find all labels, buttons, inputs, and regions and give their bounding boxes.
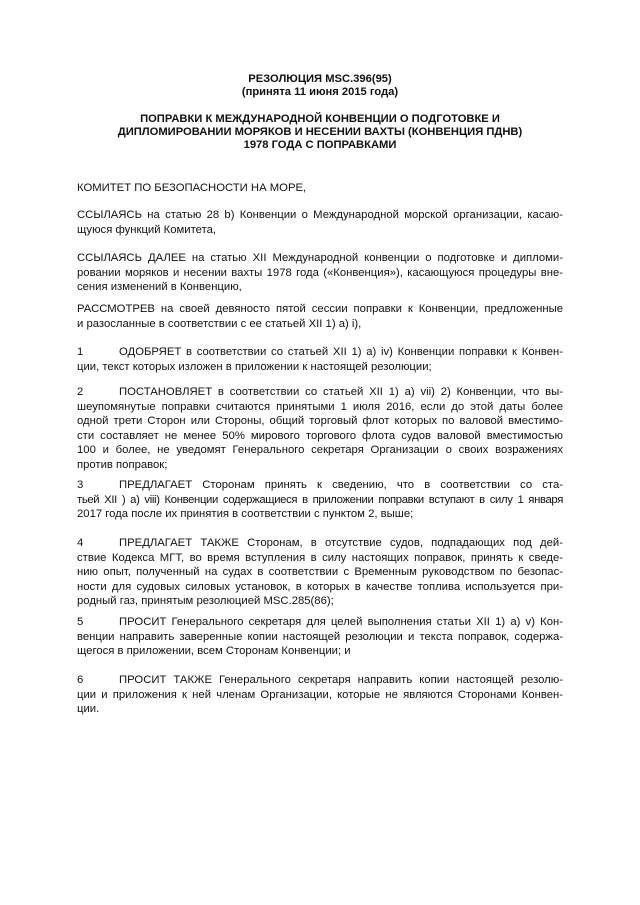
paragraph-line xyxy=(77,536,563,551)
preamble-paragraph xyxy=(77,251,563,295)
adoption-date: (принята 11 июня 2015 года) xyxy=(241,86,399,98)
committee-line xyxy=(77,181,563,196)
paragraph-number: 1 xyxy=(77,346,84,358)
paragraph-line: шеупомянутые поправки считаются принятыми 1 июля 2016, если до этой даты более xyxy=(77,400,563,413)
paragraph-line xyxy=(77,478,563,493)
paragraph-line: венции направить заверенные копии настоящей резолюции и текста поправок, содержа- xyxy=(77,630,563,643)
paragraph-text: ПРЕДЛАГАЕТ ТАКЖЕ Сторонам, в отсутствие судов, подпадающих под дей- xyxy=(119,537,563,549)
paragraph-text: ПРЕДЛАГАЕТ Сторонам принять к сведению, что в соответствии со ста- xyxy=(119,479,563,491)
paragraph-number: 6 xyxy=(77,674,84,686)
paragraph-text: ПОСТАНОВЛЯЕТ в соответствии со статьей XII 1) a) vii) 2) Конвенции, что вы- xyxy=(119,386,563,398)
paragraph-text: ПРОСИТ Генерального секретаря для целей выполнения статьи XII 1) a) v) Кон- xyxy=(119,616,563,628)
preamble-paragraph xyxy=(77,302,563,331)
paragraph-line: щегося в приложении, всем Сторонам Конвенции; и xyxy=(77,645,351,657)
paragraph-line: щуюся функций Комитета, xyxy=(77,223,217,236)
paragraph-line xyxy=(77,385,563,400)
paragraph-line: сения изменений в Конвенцию, xyxy=(77,281,242,293)
paragraph-text: ПРОСИТ ТАКЖЕ Генерального секретаря направить копии настоящей резолю- xyxy=(119,674,563,686)
title-line: 1978 ГОДА С ПОПРАВКАМИ xyxy=(243,139,397,151)
preamble-paragraph xyxy=(77,208,563,237)
title-line: ПОПРАВКИ К МЕЖДУНАРОДНОЙ КОНВЕНЦИИ О ПОДГОТОВКЕ И xyxy=(140,113,500,125)
paragraph-line: сти составляет не менее 50% мирового торгового флота судов валовой вместимостью xyxy=(77,429,563,442)
paragraph-number: 3 xyxy=(77,479,84,491)
paragraph-line: тьей XII ) a) viii) Конвенции содержащиеся в приложении поправки вступают в силу 1 января xyxy=(77,493,563,506)
committee-text: КОМИТЕТ ПО БЕЗОПАСНОСТИ НА МОРЕ, xyxy=(77,182,307,194)
paragraph-text: ОДОБРЯЕТ в соответствии со статьей XII 1) a) iv) Конвенции поправки к Конвен- xyxy=(119,346,563,358)
operative-paragraph-4 xyxy=(77,536,563,609)
paragraph-line: ности для судовых силовых установок, в которых в качестве топлива используется при- xyxy=(77,580,563,593)
resolution-header xyxy=(70,73,570,99)
title-line: ДИПЛОМИРОВАНИИ МОРЯКОВ И НЕСЕНИИ ВАХТЫ (КОНВЕНЦИЯ ПДНВ) xyxy=(117,126,523,138)
paragraph-line: ции и приложения к ней членам Организации, которые не являются Сторонами Конвен- xyxy=(77,688,563,701)
operative-paragraph-6 xyxy=(77,673,563,717)
paragraph-line: РАССМОТРЕВ на своей девяносто пятой сессии поправки к Конвенции, предложенные xyxy=(77,303,563,315)
paragraph-line: ровании моряков и несении вахты 1978 года («Конвенция»), касающуюся процедуры вне- xyxy=(77,266,563,279)
paragraph-line: нию опыт, полученный на судах в соответствии с Временным руководством по безопас- xyxy=(77,566,563,578)
operative-paragraph-2 xyxy=(77,385,563,472)
operative-paragraph-3 xyxy=(77,478,563,522)
paragraph-line: ции. xyxy=(77,703,100,715)
paragraph-line: против поправок; xyxy=(77,458,168,471)
paragraph-line: родный газ, принятым резолюцией MSC.285(86); xyxy=(77,595,334,607)
operative-paragraph-5 xyxy=(77,615,563,659)
paragraph-number: 5 xyxy=(77,616,84,628)
paragraph-line xyxy=(77,673,563,688)
paragraph-line: ССЫЛАЯСЬ ДАЛЕЕ на статью XII Международной конвенции о подготовке и дипломи- xyxy=(77,252,563,264)
paragraph-number: 4 xyxy=(77,537,84,549)
document-title xyxy=(70,113,570,152)
resolution-number: РЕЗОЛЮЦИЯ MSC.396(95) xyxy=(248,73,392,85)
operative-paragraph-1 xyxy=(77,345,563,374)
paragraph-line xyxy=(77,345,563,360)
paragraph-line: и разосланные в соответствии с ее статьей XII 1) a) i), xyxy=(77,317,362,330)
paragraph-line: ССЫЛАЯСЬ на статью 28 b) Конвенции о Международной морской организации, касаю- xyxy=(77,209,563,221)
paragraph-line: 100 и более, не уведомят Генерального секретаря Организации о своих возражениях xyxy=(77,444,563,456)
paragraph-line: 2017 года после их принятия в соответствии с пунктом 2, выше; xyxy=(77,508,414,520)
paragraph-line: ции, текст которых изложен в приложении к настоящей резолюции; xyxy=(77,360,432,373)
paragraph-number: 2 xyxy=(77,386,84,398)
paragraph-line xyxy=(77,615,563,630)
paragraph-line: ствие Кодекса МГТ, во время вступления в силу настоящих поправок, принять к сведе- xyxy=(77,551,563,564)
paragraph-line: одной трети Сторон или Стороны, общий торговый флот которых по валовой вместимо- xyxy=(77,415,563,427)
